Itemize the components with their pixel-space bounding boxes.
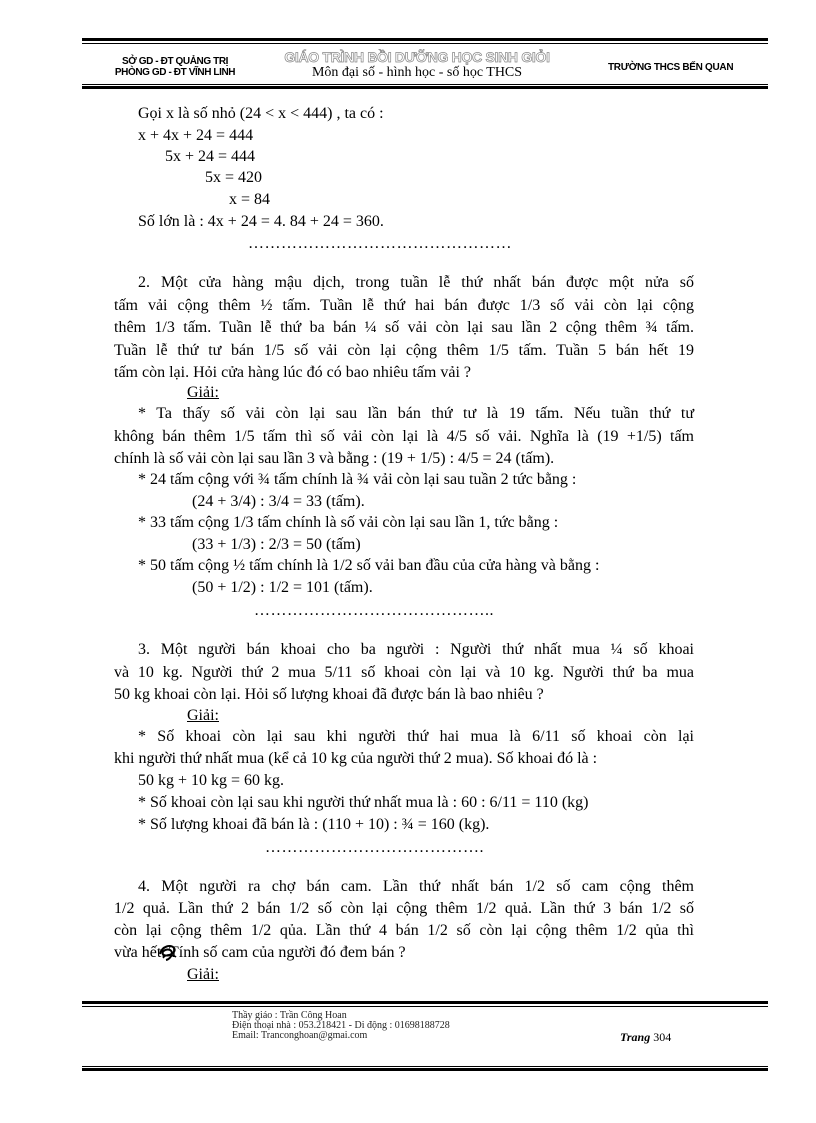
solution-3-text: * Số khoai còn lại sau khi người thứ hai mua là 6/11 số khoai còn lại (138, 728, 694, 745)
footer-rule-bottom-thin (82, 1066, 768, 1067)
header-rule-top-thin (82, 43, 768, 44)
solution-2-equation: (50 + 1/2) : 1/2 = 101 (tấm). (192, 579, 373, 596)
header-rule-bottom-thick (82, 86, 768, 89)
problem-2-text: 2. Một cửa hàng mậu dịch, trong tuần lễ thứ nhất bán được một nửa số (138, 274, 694, 291)
footer-page-number: 304 (653, 1030, 672, 1044)
solution-2-text: * 33 tấm cộng 1/3 tấm chính là số vải còn lại sau lần 1, tức bằng : (138, 514, 559, 531)
equation-line: 5x + 24 = 444 (165, 148, 256, 165)
equation-line: 5x = 420 (205, 169, 263, 186)
header-left-block (100, 56, 250, 78)
problem-3-text: và 10 kg. Người thứ 2 mua 5/11 số khoai còn lại và 10 kg. Người thứ ba mua (114, 664, 694, 681)
header-title: GIÁO TRÌNH BỒI DƯỠNG HỌC SINH GIỎI (284, 49, 550, 65)
solution-3-text: * Số khoai còn lại sau khi người thứ nhất mua là : 60 : 6/11 = 110 (kg) (138, 794, 589, 811)
solution-heading: Giải: (187, 707, 219, 724)
problem-4-text: 1/2 quả. Lần thứ 2 bán 1/2 số còn lại cộng thêm 1/2 quả. Lần thứ 3 bán 1/2 số (114, 900, 694, 917)
solution-heading: Giải: (187, 966, 219, 983)
equation-line: x = 84 (229, 191, 271, 208)
solution-2-text: chính là số vải còn lại sau lần 3 và bằng : (19 + 1/5) : 4/5 = 24 (tấm). (114, 450, 555, 467)
separator-dots: ………………………………………… (248, 235, 512, 252)
header-rule-bottom-thin (82, 84, 768, 85)
header-center-block (262, 50, 572, 80)
problem-2-text: tấm còn lại. Hỏi cửa hàng lúc đó có bao nhiêu tấm vải ? (114, 364, 471, 381)
header-office: PHÒNG GD - ĐT VĨNH LINH (114, 67, 236, 78)
problem-2-text: thêm 1/3 tấm. Tuần lễ thứ ba bán ¼ số vải còn lại sau lần 2 cộng thêm ¾ tấm. (114, 319, 694, 336)
text-line: Số lớn là : 4x + 24 = 4. 84 + 24 = 360. (138, 213, 384, 230)
footer-teacher: Thầy giáo : Trần Công Hoan (232, 1010, 347, 1021)
solution-heading: Giải: (187, 384, 219, 401)
footer-phone: Điện thoại nhà : 053.218421 - Di động : 01698188728 (232, 1020, 450, 1031)
footer-rule-top-thin (82, 1006, 768, 1007)
problem-4-text: còn lại cộng thêm 1/2 qủa. Lần thứ 4 bán 1/2 số còn lại cộng thêm 1/2 qủa thì (114, 922, 694, 939)
header-subtitle: Môn đại số - hình học - số học THCS (311, 65, 523, 80)
footer-rule-bottom-thick (82, 1068, 768, 1071)
solution-3-text: khi người thứ nhất mua (kể cả 10 kg của người thứ 2 mua). Số khoai đó là : (114, 750, 598, 767)
header-rule-top-thick (82, 38, 768, 41)
header-department: SỞ GD - ĐT QUẢNG TRỊ (121, 56, 229, 67)
solution-3-text: * Số lượng khoai đã bán là : (110 + 10) : ¾ = 160 (kg). (138, 816, 490, 833)
solution-2-text: không bán thêm 1/5 tấm thì số vải còn lại là 4/5 số vải. Nghĩa là (19 +1/5) tấm (114, 428, 694, 445)
problem-2-text: tấm vải cộng thêm ½ tấm. Tuần lễ thứ hai bán được 1/3 số vải còn lại cộng (114, 297, 694, 314)
separator-dots: …………………………………….. (254, 602, 494, 619)
solution-2-text: * 24 tấm cộng với ¾ tấm chính là ¾ vải còn lại sau tuần 2 tức bằng : (138, 471, 577, 488)
solution-2-text: * Ta thấy số vải còn lại sau lần bán thứ tư là 19 tấm. Nếu tuần thứ tư (138, 405, 694, 422)
footer-page-label: Trang (620, 1030, 651, 1044)
footer-contact-block (232, 1011, 450, 1041)
solution-2-equation: (24 + 3/4) : 3/4 = 33 (tấm). (192, 493, 365, 510)
separator-dots: …………………………………. (265, 839, 484, 856)
text-line: Gọi x là số nhỏ (24 < x < 444) , ta có : (138, 105, 384, 122)
solution-2-text: * 50 tấm cộng ½ tấm chính là 1/2 số vải ban đầu của cửa hàng và bằng : (138, 557, 600, 574)
problem-3-text: 3. Một người bán khoai cho ba người : Người thứ nhất mua ¼ số khoai (138, 641, 694, 658)
problem-3-text: 50 kg khoai còn lại. Hỏi số lượng khoai đã được bán là bao nhiêu ? (114, 686, 544, 703)
problem-2-text: Tuần lễ thứ tư bán 1/5 số vải còn lại cộng thêm 1/5 tấm. Tuần 5 bán hết 19 (114, 342, 694, 359)
problem-4-text: vừa hết. Tính số cam của người đó đem bán ? (114, 944, 406, 961)
solution-2-equation: (33 + 1/3) : 2/3 = 50 (tấm) (192, 536, 361, 553)
solution-3-equation: 50 kg + 10 kg = 60 kg. (138, 772, 285, 789)
problem-4-text: 4. Một người ra chợ bán cam. Lần thứ nhất bán 1/2 số cam cộng thêm (138, 878, 694, 895)
footer-email: Email: Tranconghoan@gmai.com (232, 1030, 368, 1041)
scribble-mark-icon (157, 942, 179, 962)
header-school: TRƯỜNG THCS BẾN QUAN (608, 62, 734, 73)
equation-line: x + 4x + 24 = 444 (138, 127, 254, 144)
footer-page-indicator (620, 1030, 671, 1045)
footer-rule-top-thick (82, 1001, 768, 1004)
